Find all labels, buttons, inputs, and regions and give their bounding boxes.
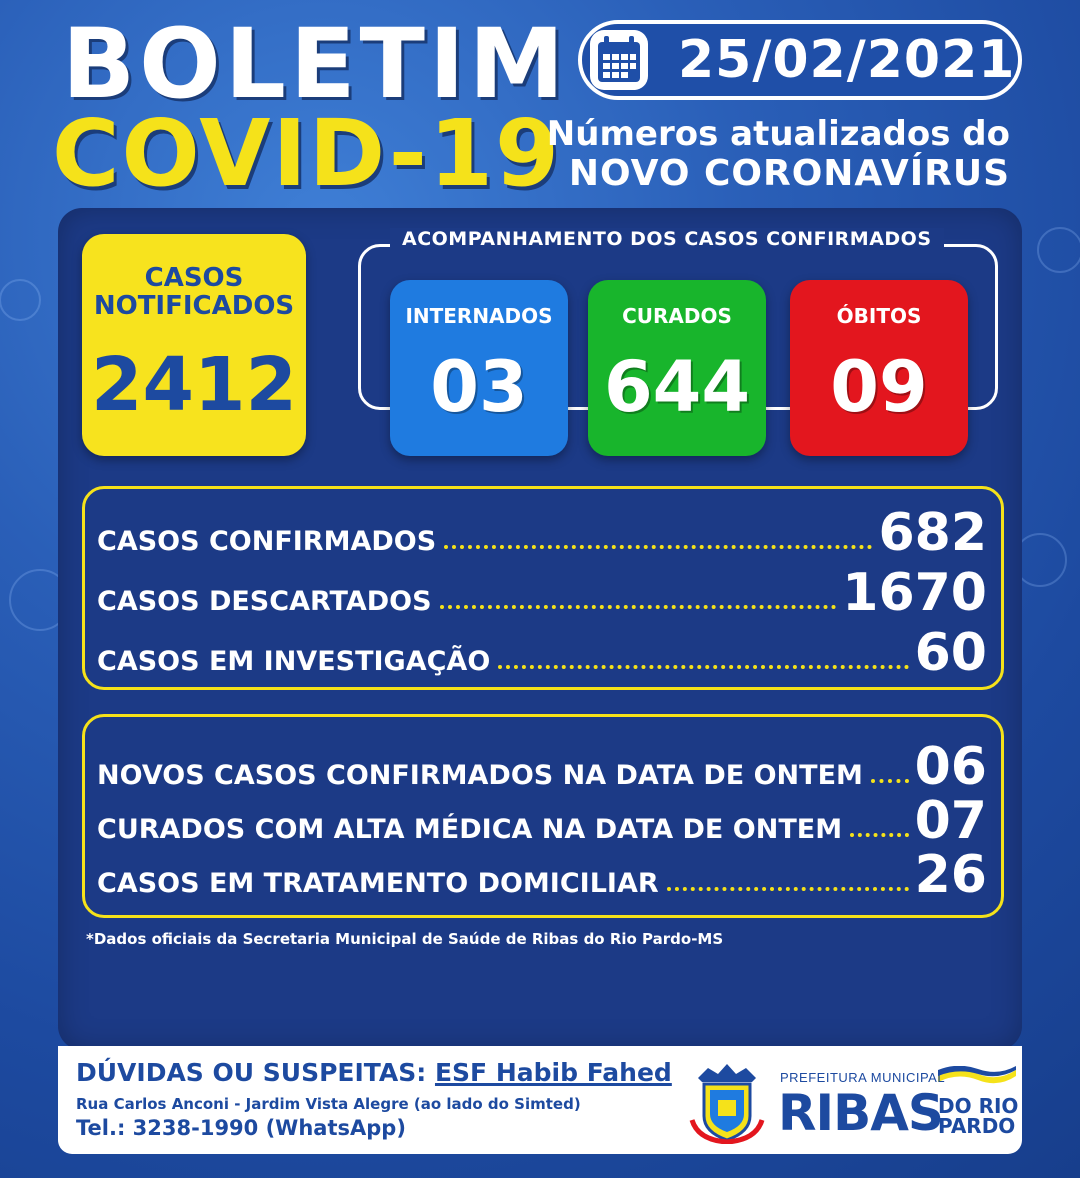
daily-box: [82, 714, 1004, 918]
tracking-title: ACOMPANHAMENTO DOS CASOS CONFIRMADOS: [390, 228, 944, 250]
daily-value: 26: [914, 845, 987, 905]
city-name-sub1: DO RIO: [938, 1094, 1019, 1118]
daily-value: 07: [914, 791, 987, 851]
daily-row-discharged: [97, 789, 987, 849]
city-name-sub: [938, 1096, 1018, 1136]
title-covid: COVID-19: [52, 100, 561, 207]
dotted-leader: [498, 665, 908, 669]
daily-value: 06: [914, 737, 987, 797]
flag-stripe-icon: [938, 1066, 1016, 1084]
daily-label: CASOS EM TRATAMENTO DOMICILIAR: [97, 868, 659, 899]
daily-row-new-cases: [97, 735, 987, 795]
dotted-leader: [871, 779, 909, 783]
summary-value: 1670: [842, 563, 987, 623]
subtitle-line2: NOVO CORONAVÍRUS: [568, 153, 1010, 194]
recovered-label: CURADOS: [622, 304, 732, 328]
daily-row-home-treatment: [97, 843, 987, 903]
source-footnote: *Dados oficiais da Secretaria Municipal de Saúde de Ribas do Rio Pardo-MS: [86, 930, 724, 948]
summary-box: [82, 486, 1004, 690]
summary-row-confirmed: [97, 501, 987, 561]
notified-value: 2412: [91, 342, 297, 428]
notified-label-line1: CASOS: [144, 263, 244, 293]
notified-label-line2: NOTIFICADOS: [93, 291, 295, 321]
summary-row-investigation: [97, 621, 987, 681]
deaths-label: ÓBITOS: [836, 304, 922, 328]
summary-label: CASOS CONFIRMADOS: [97, 526, 437, 557]
daily-label: NOVOS CASOS CONFIRMADOS NA DATA DE ONTEM: [97, 760, 863, 791]
calendar-icon: [590, 30, 648, 90]
summary-row-discarded: [97, 561, 987, 621]
doubts-label: DÚVIDAS OU SUSPEITAS:: [76, 1058, 427, 1087]
report-date: 25/02/2021: [678, 30, 1016, 90]
summary-label: CASOS DESCARTADOS: [97, 586, 432, 617]
footer-contact-bar: [58, 1046, 1022, 1154]
hospitalized-card: [390, 280, 568, 456]
doubts-line: [76, 1058, 672, 1087]
phone: Tel.: 3238-1990 (WhatsApp): [76, 1116, 406, 1140]
summary-value: 60: [914, 623, 987, 683]
doubts-place: ESF Habib Fahed: [434, 1058, 672, 1087]
summary-label: CASOS EM INVESTIGAÇÃO: [97, 646, 491, 677]
recovered-value: 644: [603, 346, 751, 428]
dotted-leader: [444, 545, 872, 549]
hospitalized-value: 03: [430, 346, 528, 428]
recovered-card: [588, 280, 766, 456]
title-boletim: BOLETIM: [62, 8, 569, 120]
dotted-leader: [850, 833, 909, 837]
city-name-sub2: PARDO: [938, 1114, 1016, 1138]
daily-label: CURADOS COM ALTA MÉDICA NA DATA DE ONTEM: [97, 814, 843, 845]
deaths-card: [790, 280, 968, 456]
date-badge: [578, 20, 1022, 100]
notified-label: [82, 264, 306, 320]
address: Rua Carlos Anconi - Jardim Vista Alegre (ao lado do Simted): [76, 1095, 581, 1113]
city-name-main: RIBAS: [778, 1084, 943, 1142]
subtitle-line1: Números atualizados do: [546, 114, 1010, 154]
dotted-leader: [667, 887, 909, 891]
dotted-leader: [440, 605, 837, 609]
deaths-value: 09: [830, 346, 928, 428]
summary-value: 682: [878, 503, 987, 563]
notified-cases-box: [82, 234, 306, 456]
prefecture-label: PREFEITURA MUNICIPAL: [780, 1070, 946, 1085]
hospitalized-label: INTERNADOS: [405, 304, 553, 328]
city-crest-icon: [688, 1060, 766, 1144]
